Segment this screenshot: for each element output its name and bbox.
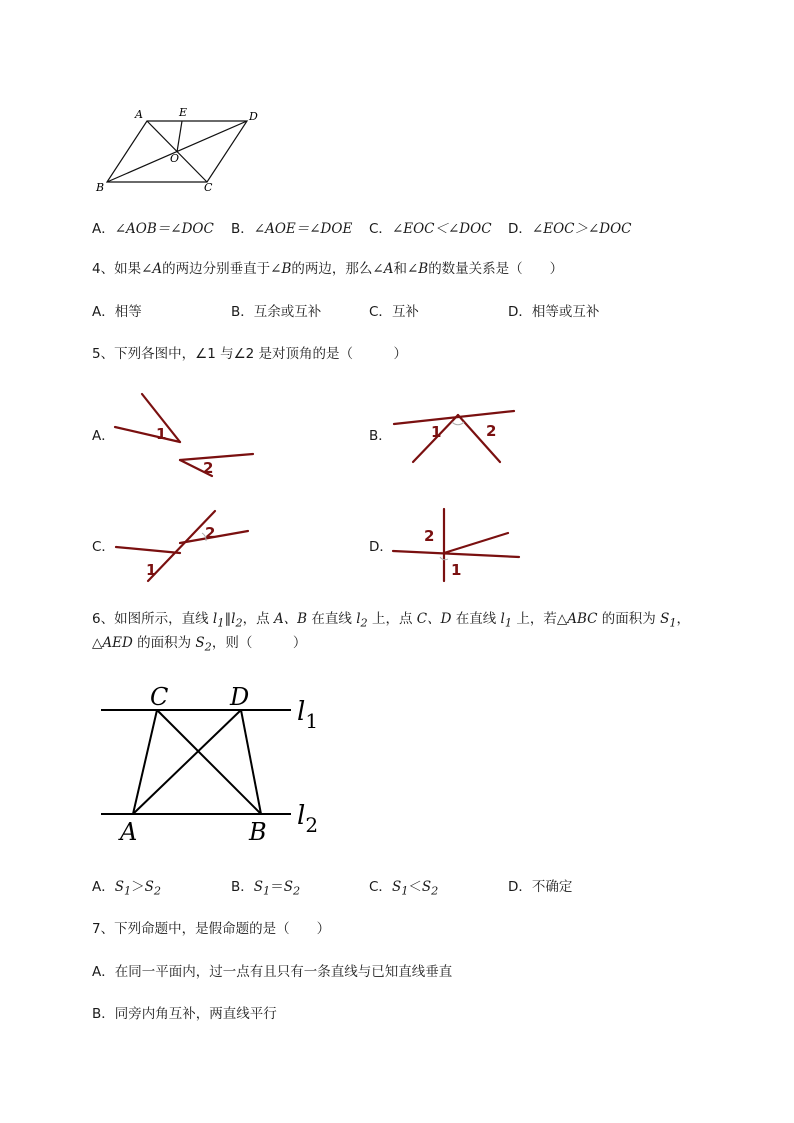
q6-stem-part: ， xyxy=(676,611,690,627)
q6-option-d[interactable] xyxy=(508,878,572,896)
q4-option-c[interactable] xyxy=(369,303,419,321)
q4-option-a-text: 相等 xyxy=(114,304,142,320)
q6-stem-part: ，则（ ） xyxy=(211,635,307,651)
q4-option-b-letter: B． xyxy=(231,304,254,320)
q6-option-a[interactable] xyxy=(92,878,161,901)
q6-stem-line2 xyxy=(92,634,306,657)
q4-stem-part: 的两边，那么 xyxy=(291,261,373,277)
q4-angle-a: ∠A xyxy=(372,261,394,277)
q6-option-relation: ＜ xyxy=(408,879,422,895)
q3-label-B: B xyxy=(96,181,105,194)
q6-sub: 2 xyxy=(153,884,162,898)
q5-d-mark-2: 2 xyxy=(424,527,435,545)
q6-stem-part: 的面积为 xyxy=(597,611,661,627)
q3-option-c-text: ∠EOC＜∠DOC xyxy=(391,221,492,237)
q7-stem: 7、下列命题中，是假命题的是（ ） xyxy=(92,921,331,937)
q5-option-a-label[interactable]: A． xyxy=(92,428,115,444)
q6-stem-part: 上，点 xyxy=(367,611,417,627)
q5-a-mark-1: 1 xyxy=(156,425,167,443)
q6-label-B: B xyxy=(249,818,267,846)
q6-label-A: A xyxy=(120,818,138,846)
q6-line-l2: l xyxy=(356,611,361,627)
q6-option-s2: S xyxy=(283,879,293,895)
q6-parallel-lines-figure xyxy=(95,680,335,850)
q4-option-b[interactable] xyxy=(231,303,321,321)
q5-d-mark-1: 1 xyxy=(451,561,462,579)
q6-label-l1: $l_1$ xyxy=(297,697,319,733)
q4-stem-part: 的数量关系是（ ） xyxy=(428,261,564,277)
q5-a-mark-2: 2 xyxy=(203,459,214,477)
q5-c-mark-1: 1 xyxy=(146,561,157,579)
q3-option-a[interactable] xyxy=(92,220,214,238)
q6-option-c-letter: C． xyxy=(369,879,392,895)
q3-option-b-letter: B． xyxy=(231,221,254,237)
q6-option-b-letter: B． xyxy=(231,879,254,895)
q4-angle-b: ∠B xyxy=(270,261,292,277)
q6-option-s2: S xyxy=(144,879,154,895)
q5-figure-a[interactable] xyxy=(110,390,260,485)
q3-label-A: A xyxy=(135,108,143,121)
q6-option-relation: ＝ xyxy=(270,879,284,895)
q6-option-c[interactable] xyxy=(369,878,438,901)
q5-b-mark-1: 1 xyxy=(431,423,442,441)
q6-area-s: S xyxy=(195,635,205,651)
q6-option-s1: S xyxy=(253,879,264,895)
q6-sub: 2 xyxy=(431,884,439,898)
q6-line-l1: l xyxy=(212,611,218,627)
q3-option-c[interactable] xyxy=(369,220,492,238)
q3-option-b[interactable] xyxy=(231,220,352,238)
q4-option-d-text: 相等或互补 xyxy=(531,304,600,320)
q3-option-a-letter: A． xyxy=(92,221,115,237)
q4-option-c-letter: C． xyxy=(369,304,392,320)
q7-option-a[interactable]: A．在同一平面内，过一点有且只有一条直线与已知直线垂直 xyxy=(92,964,453,980)
q4-angle-b: ∠B xyxy=(406,261,429,277)
q5-b-mark-2: 2 xyxy=(486,422,497,440)
q6-points-cd: C、D xyxy=(416,611,452,627)
q4-stem-part: 4、如果 xyxy=(92,261,142,277)
q6-triangle-abc: ABC xyxy=(567,611,598,627)
q6-sub: 1 xyxy=(401,884,409,898)
q4-stem-part: 和 xyxy=(393,261,407,277)
q5-c-mark-2: 2 xyxy=(205,524,216,542)
q6-line-l1: l xyxy=(500,611,505,627)
q6-stem-part: ，点 xyxy=(242,611,274,627)
q6-triangle-aed: AED xyxy=(102,635,133,651)
q6-area-s: S xyxy=(660,611,670,627)
q3-option-b-text: ∠AOE＝∠DOE xyxy=(253,221,353,237)
q5-stem: 5、下列各图中，∠1 与∠2 是对顶角的是（ ） xyxy=(92,346,408,362)
q6-option-s1: S xyxy=(391,879,402,895)
q4-option-d[interactable] xyxy=(508,303,599,321)
q6-sub: 1 xyxy=(669,616,677,630)
q6-stem-part: 6、如图所示，直线 xyxy=(92,611,213,627)
q6-parallel-symbol: ∥ xyxy=(224,611,232,627)
q6-sub: 1 xyxy=(124,884,132,898)
q6-label-C: C xyxy=(150,683,169,711)
q6-option-relation: ＞ xyxy=(131,879,145,895)
q6-stem-part: 上，若△ xyxy=(512,611,568,627)
q6-option-a-letter: A． xyxy=(92,879,115,895)
q3-label-O: O xyxy=(170,152,180,165)
q6-stem-line1 xyxy=(92,610,690,633)
q3-option-d-letter: D． xyxy=(508,221,532,237)
q7-option-b[interactable]: B．同旁内角互补，两直线平行 xyxy=(92,1006,277,1022)
q3-label-D: D xyxy=(249,110,258,123)
q3-label-C: C xyxy=(204,181,213,194)
q6-stem-part: 在直线 xyxy=(451,611,501,627)
q6-option-d-text: 不确定 xyxy=(531,879,573,895)
q3-parallelogram-figure xyxy=(90,100,270,200)
q5-option-b-label[interactable]: B． xyxy=(369,428,392,444)
q4-angle-a: ∠A xyxy=(141,261,163,277)
q5-option-c-label[interactable]: C． xyxy=(92,539,115,555)
q4-option-c-text: 互补 xyxy=(391,304,419,320)
q4-option-a-letter: A． xyxy=(92,304,115,320)
q4-option-d-letter: D． xyxy=(508,304,532,320)
q4-option-b-text: 互余或互补 xyxy=(253,304,322,320)
q6-stem-part: △ xyxy=(92,635,103,651)
q6-sub: 1 xyxy=(263,884,271,898)
q5-figure-d[interactable] xyxy=(390,505,525,585)
q6-option-b[interactable] xyxy=(231,878,300,901)
q4-stem xyxy=(92,260,563,278)
q3-option-c-letter: C． xyxy=(369,221,392,237)
q6-label-D: D xyxy=(230,683,250,711)
q4-option-a[interactable] xyxy=(92,303,142,321)
q6-option-d-letter: D． xyxy=(508,879,532,895)
q6-line-l2: l xyxy=(231,611,236,627)
q5-option-d-label[interactable]: D． xyxy=(369,539,393,555)
q3-option-a-text: ∠AOB＝∠DOC xyxy=(114,221,214,237)
q6-sub: 2 xyxy=(204,640,212,654)
q6-sub: 1 xyxy=(217,616,225,630)
q4-stem-part: 的两边分别垂直于 xyxy=(162,261,271,277)
q6-option-s2: S xyxy=(421,879,432,895)
q3-option-d[interactable] xyxy=(508,220,632,238)
q3-option-d-text: ∠EOC＞∠DOC xyxy=(531,221,632,237)
q6-sub: 1 xyxy=(504,616,513,630)
q5-figure-b[interactable] xyxy=(390,400,520,470)
q6-points-ab: A、B xyxy=(273,611,308,627)
q6-option-s1: S xyxy=(114,879,124,895)
q3-label-E: E xyxy=(179,106,188,119)
q5-figure-c[interactable] xyxy=(110,505,255,585)
q6-sub: 2 xyxy=(360,616,368,630)
q6-sub: 2 xyxy=(235,616,243,630)
q6-stem-part: 的面积为 xyxy=(132,635,196,651)
q6-sub: 2 xyxy=(292,884,301,898)
q6-label-l2: $l_2$ xyxy=(297,801,319,837)
q6-stem-part: 在直线 xyxy=(307,611,357,627)
